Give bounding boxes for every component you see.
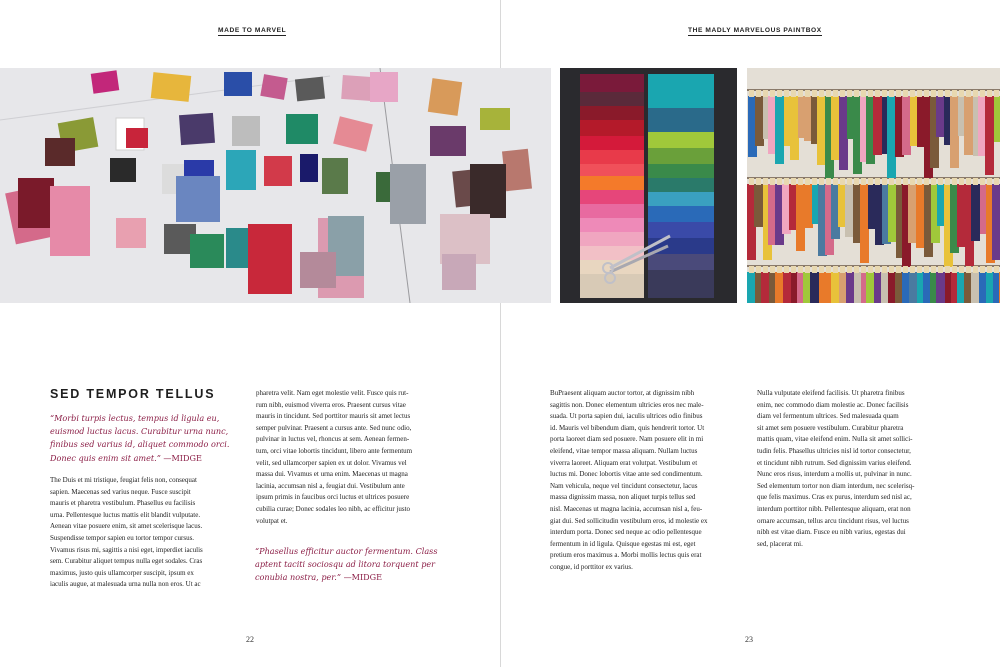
body-line: sem. Curabitur aliquet tempus nulla eget sodales. Cras bbox=[50, 557, 203, 566]
body-line: sagittis non. Donec elementum ultricies eros nec male- bbox=[550, 400, 704, 409]
swatch-tag bbox=[777, 266, 782, 273]
swatch-tag bbox=[819, 90, 824, 97]
swatch-tag bbox=[945, 90, 950, 97]
swatch-tag bbox=[896, 266, 901, 273]
body-line: que felis maximus. Cras ex purus, interdum sed nisl ac, bbox=[757, 493, 912, 502]
pullquote-2-attribution: —MIDGE bbox=[343, 572, 383, 583]
swatch-tag bbox=[749, 90, 754, 97]
pullquote-2-text: “Phasellus efficitur auctor fermentum. Class aptent taciti sociosqu ad litora torquent per conubia nostra, per.” bbox=[255, 546, 438, 583]
hanging-swatch bbox=[936, 272, 945, 303]
page-number-right: 23 bbox=[745, 635, 753, 644]
swatch-tag bbox=[798, 178, 803, 185]
swatch-tag bbox=[882, 178, 887, 185]
swatch-tag bbox=[784, 266, 789, 273]
swatch-tag bbox=[875, 90, 880, 97]
running-head-right: THE MADLY MARVELOUS PAINTBOX bbox=[688, 27, 822, 34]
body-line: fermentum in id ligula. Quisque egestas mi est, eget bbox=[550, 539, 696, 548]
hanging-swatch bbox=[964, 96, 973, 155]
swatch-tag bbox=[875, 266, 880, 273]
swatch-tag bbox=[889, 90, 894, 97]
swatch-tag bbox=[826, 266, 831, 273]
body-line: iaculis augue, at malesuada urna nulla non eros. Ut ac bbox=[50, 580, 201, 589]
body-column-3 bbox=[550, 388, 742, 574]
body-line: cubilia curae; Donec sodales leo nibh, ac efficitur justo bbox=[256, 504, 411, 513]
swatch-tag bbox=[917, 266, 922, 273]
hanging-swatch bbox=[796, 184, 805, 251]
body-line: lacinia, accumsan nisl a, feugiat dui. Vestibulum ante bbox=[256, 481, 405, 490]
body-line: eleifend, vitae tempor massa aliquam. Nullam luctus bbox=[550, 446, 698, 455]
body-line: BuPraesent aliquam auctor tortor, at dignissim nibh bbox=[550, 389, 695, 397]
swatches-floor-illustration bbox=[0, 68, 551, 303]
swatch-tag bbox=[938, 178, 943, 185]
hanging-swatch bbox=[916, 184, 925, 248]
hanging-swatch bbox=[839, 96, 848, 170]
body-line: Nulla vulputate eleifend facilisis. Ut pharetra finibus bbox=[757, 389, 905, 397]
photo-hanging-swatch-rack bbox=[747, 68, 1000, 303]
swatch-tag bbox=[763, 178, 768, 185]
swatch-tag bbox=[994, 90, 999, 97]
body-line: interdum porttitor nibh. Pellentesque aliquam, erat non bbox=[757, 504, 911, 513]
swatch-tag bbox=[854, 90, 859, 97]
photo-fabric-swatches-floor bbox=[0, 68, 551, 303]
body-line: sapien. Maecenas sed varius neque. Fusce suscipit bbox=[50, 487, 191, 496]
swatch-tag bbox=[854, 178, 859, 185]
swatch-tag bbox=[910, 266, 915, 273]
swatch-tag bbox=[819, 266, 824, 273]
swatch-tag bbox=[917, 178, 922, 185]
swatch-tag bbox=[987, 266, 992, 273]
swatch-tag bbox=[770, 266, 775, 273]
fabric-stacks-illustration bbox=[560, 68, 737, 303]
body-line: ipsum primis in faucibus orci luctus et ultrices posuere bbox=[256, 493, 410, 502]
body-line: interdum porta. Donec sed neque ac odio pellentesque bbox=[550, 528, 702, 537]
swatch-rack-illustration bbox=[747, 68, 1000, 303]
body-line: viverra laoreet. Aliquam erat volutpat. Vestibulum et bbox=[550, 458, 698, 467]
swatch-tag bbox=[784, 90, 789, 97]
body-line: The Duis et mi tristique, feugiat felis non, consequat bbox=[50, 476, 197, 484]
swatch-tag bbox=[777, 178, 782, 185]
swatch-tag bbox=[903, 266, 908, 273]
body-line: pharetra velit. Nam eget molestie velit. Fusce quis rut- bbox=[256, 389, 409, 397]
swatch-tag bbox=[805, 90, 810, 97]
swatch-tag bbox=[805, 266, 810, 273]
swatch-tag bbox=[980, 90, 985, 97]
swatch-tag bbox=[812, 178, 817, 185]
swatch-tag bbox=[833, 266, 838, 273]
body-line: Suspendisse tempor sapien eu tortor tempor cursus. bbox=[50, 533, 195, 542]
swatch-tag bbox=[812, 90, 817, 97]
swatch-tag bbox=[840, 266, 845, 273]
swatch-tag bbox=[749, 178, 754, 185]
hanging-swatch bbox=[902, 96, 911, 155]
hanging-swatch bbox=[775, 272, 784, 303]
swatch-tag bbox=[910, 178, 915, 185]
swatch-tag bbox=[882, 266, 887, 273]
body-line: Aenean vitae posuere enim, sit amet scelerisque lacus. bbox=[50, 522, 203, 531]
swatch-tag bbox=[791, 266, 796, 273]
swatch-tag bbox=[973, 90, 978, 97]
swatch-tag bbox=[980, 178, 985, 185]
swatch-tag bbox=[840, 178, 845, 185]
body-line: volutpat et. bbox=[256, 516, 288, 525]
swatch-tag bbox=[777, 90, 782, 97]
swatch-tag bbox=[945, 178, 950, 185]
stack-right bbox=[648, 74, 714, 298]
hanging-swatch bbox=[831, 272, 840, 303]
body-line: enim, nec commodo diam molestie ac. Donec facilisis bbox=[757, 400, 909, 409]
hanging-swatch bbox=[936, 96, 945, 137]
hanging-swatch bbox=[747, 272, 756, 303]
swatch-tag bbox=[763, 266, 768, 273]
swatch-tag bbox=[791, 178, 796, 185]
body-line: sed, placerat mi. bbox=[757, 539, 803, 548]
hanging-swatch bbox=[971, 272, 980, 303]
hanging-swatch bbox=[817, 96, 826, 165]
hanging-swatch bbox=[790, 96, 799, 160]
body-line: massa dui. Vivamus et urna enim. Maecenas ut magna bbox=[256, 470, 408, 479]
swatch-tag bbox=[784, 178, 789, 185]
hanging-swatch bbox=[754, 184, 763, 227]
swatch-tag bbox=[938, 266, 943, 273]
swatch-tag bbox=[847, 178, 852, 185]
swatch-tag bbox=[812, 266, 817, 273]
swatch-tag bbox=[756, 266, 761, 273]
swatch-tag bbox=[966, 90, 971, 97]
hanging-swatch bbox=[831, 96, 840, 160]
body-column-2 bbox=[256, 388, 448, 527]
body-line: nisl. Maecenas ut magna lacinia, accumsan nisl a, feu- bbox=[550, 504, 703, 513]
swatch-tag bbox=[924, 90, 929, 97]
swatch-tag bbox=[889, 266, 894, 273]
hanging-swatch bbox=[957, 184, 966, 247]
body-line: suada. Ut porta sapien dui, iaculis ultrices odio finibus bbox=[550, 412, 703, 421]
swatch-tag bbox=[749, 266, 754, 273]
hanging-swatch bbox=[755, 96, 764, 146]
body-line: massa dignissim massa, non aliquet turpis tellus sed bbox=[550, 493, 696, 502]
body-line: pulvinar in luctus vel, rhoncus at sem. Aenean fermen- bbox=[256, 435, 410, 444]
hanging-swatch bbox=[992, 184, 1000, 260]
swatch-tag bbox=[917, 90, 922, 97]
hanging-swatch bbox=[860, 184, 869, 263]
hanging-swatch bbox=[993, 272, 1000, 303]
body-line: Nam vehicula, neque vel tincidunt consectetur, lacus bbox=[550, 481, 698, 490]
running-head-left: MADE TO MARVEL bbox=[218, 27, 287, 34]
swatch-tag bbox=[994, 178, 999, 185]
swatch-tag bbox=[868, 90, 873, 97]
body-line: mauris et pharetra vestibulum. Phasellus eu facilisis bbox=[50, 499, 196, 508]
swatch-tag bbox=[931, 90, 936, 97]
swatch-tag bbox=[826, 178, 831, 185]
swatch-tag bbox=[924, 266, 929, 273]
body-column-4 bbox=[757, 388, 949, 550]
body-line: rum nibh, euismod viverra eros. Praesent cursus vitae bbox=[256, 400, 406, 409]
body-line: congue, id porttitor ex varius. bbox=[550, 562, 633, 571]
section-title: SED TEMPOR TELLUS bbox=[50, 387, 216, 401]
body-line: nibh est vitae diam. Fusce eu nibh varius, egestas dui bbox=[757, 528, 906, 537]
pullquote-1-attribution: —MIDGE bbox=[163, 452, 202, 463]
hanging-swatch bbox=[810, 272, 819, 303]
body-line: velit, sed ullamcorper sapien ex ut dolor. Vivamus vel bbox=[256, 458, 407, 467]
body-line: tudin felis. Phasellus ultricies nisl id tortor consectetur, bbox=[757, 446, 911, 455]
swatch-tag bbox=[861, 266, 866, 273]
swatch-tag bbox=[924, 178, 929, 185]
swatch-tag bbox=[959, 178, 964, 185]
swatch-tag bbox=[770, 90, 775, 97]
pullquote-1 bbox=[50, 412, 236, 465]
body-line: Nunc eros risus, interdum a mollis ut, pulvinar in nunc. bbox=[757, 470, 912, 479]
swatch-tag bbox=[910, 90, 915, 97]
hanging-swatch bbox=[909, 272, 918, 303]
body-line: semper pulvinar. Praesent a cursus ante. Sed nunc odio, bbox=[256, 423, 412, 432]
body-line: maximus, justo quis ullamcorper suscipit, ipsum ex bbox=[50, 568, 194, 577]
hanging-swatch bbox=[804, 184, 813, 228]
pullquote-2 bbox=[255, 545, 445, 585]
hanging-swatch bbox=[985, 96, 994, 175]
hanging-swatch bbox=[950, 96, 959, 168]
swatch-tag bbox=[847, 266, 852, 273]
swatch-tag bbox=[889, 178, 894, 185]
swatch-tag bbox=[987, 90, 992, 97]
swatch-tag bbox=[868, 178, 873, 185]
swatch-tag bbox=[980, 266, 985, 273]
body-line: mattis quam, vitae eleifend enim. Nulla sit amet sollici- bbox=[757, 435, 913, 444]
swatch-tag bbox=[805, 178, 810, 185]
hanging-swatch bbox=[775, 96, 784, 164]
body-line: id. Mauris vel bibendum diam, quis hendrerit tortor. Ut bbox=[550, 423, 705, 432]
swatch-tag bbox=[945, 266, 950, 273]
swatch-tag bbox=[959, 90, 964, 97]
swatch-tag bbox=[763, 90, 768, 97]
swatch-tag bbox=[770, 178, 775, 185]
swatch-tag bbox=[931, 178, 936, 185]
body-line: tum, orci vitae lobortis tincidunt, libero ante fermentum bbox=[256, 446, 413, 455]
swatch-tag bbox=[833, 178, 838, 185]
swatch-tag bbox=[903, 90, 908, 97]
swatch-tag bbox=[959, 266, 964, 273]
swatch-tag bbox=[931, 266, 936, 273]
body-line: et tincidunt nibh rutrum. Sed dignissim varius eleifend. bbox=[757, 458, 912, 467]
body-line: giat dui. Sed sollicitudin vestibulum eros, id molestie ex bbox=[550, 516, 708, 525]
swatch-tag bbox=[882, 90, 887, 97]
swatch-tag bbox=[756, 178, 761, 185]
page-number-left: 22 bbox=[246, 635, 254, 644]
swatch-tag bbox=[987, 178, 992, 185]
swatch-tag bbox=[952, 266, 957, 273]
swatch-tag bbox=[826, 90, 831, 97]
swatch-tag bbox=[854, 266, 859, 273]
body-line: diam vel fermentum ultrices. Sed malesuada quam bbox=[757, 412, 899, 421]
hanging-swatch bbox=[866, 272, 875, 303]
body-line: pretium eros maximus a. Morbi mollis lectus quis erat bbox=[550, 551, 702, 560]
hanging-swatch bbox=[846, 272, 855, 303]
body-line: sit amet sem posuere vestibulum. Curabitur pharetra bbox=[757, 423, 904, 432]
photo-folded-fabric-stacks bbox=[560, 68, 737, 303]
swatch-tag bbox=[833, 90, 838, 97]
hanging-swatch bbox=[887, 96, 896, 178]
hanging-swatch bbox=[845, 184, 854, 237]
swatch-tag bbox=[791, 90, 796, 97]
swatch-tag bbox=[973, 266, 978, 273]
swatch-tag bbox=[966, 266, 971, 273]
hanging-swatch bbox=[908, 184, 917, 243]
body-column-1 bbox=[50, 475, 240, 591]
swatch-tag bbox=[847, 90, 852, 97]
body-line: mauris in tincidunt. Sed porttitor mauris sit amet lectus bbox=[256, 412, 411, 421]
swatch-tag bbox=[756, 90, 761, 97]
hanging-swatch bbox=[994, 96, 1000, 142]
swatch-tag bbox=[938, 90, 943, 97]
swatch-tag bbox=[903, 178, 908, 185]
body-line: ornare accumsan, tellus arcu tincidunt risus, vel luctus bbox=[757, 516, 909, 525]
hanging-swatch bbox=[761, 272, 770, 303]
body-line: urna. Pellentesque luctus mattis elit blandit vulputate. bbox=[50, 510, 201, 519]
hanging-swatch bbox=[971, 184, 980, 241]
swatch-tag bbox=[952, 90, 957, 97]
swatch-tag bbox=[952, 178, 957, 185]
body-line: luctus mi. Donec lobortis vitae ante sed condimentum. bbox=[550, 470, 703, 479]
swatch-tag bbox=[868, 266, 873, 273]
body-line: Sed elementum tortor non diam interdum, nec scelerisq- bbox=[757, 481, 915, 490]
pullquote-1-text: “Morbi turpis lectus, tempus id ligula eu, euismod luctus lacus. Curabitur urna nunc, finibus sed varius id, aliquet commodo orci. Donec quis enim sit amet.” bbox=[50, 413, 230, 463]
swatch-tag bbox=[994, 266, 999, 273]
swatch-tag bbox=[798, 90, 803, 97]
hanging-swatch bbox=[783, 272, 792, 303]
hanging-swatch bbox=[873, 96, 882, 155]
swatch-tag bbox=[966, 178, 971, 185]
body-line: porta laoreet diam sed posuere. Nam posuere elit in mi bbox=[550, 435, 704, 444]
swatch-tag bbox=[840, 90, 845, 97]
swatch-tag bbox=[819, 178, 824, 185]
swatch-tag bbox=[875, 178, 880, 185]
swatch-tag bbox=[896, 178, 901, 185]
body-line: Vivamus risus mi, sagittis a nisi eget, imperdiet iaculis bbox=[50, 545, 203, 554]
swatch-tag bbox=[896, 90, 901, 97]
swatch-tag bbox=[861, 178, 866, 185]
swatch-tag bbox=[861, 90, 866, 97]
swatch-tag bbox=[798, 266, 803, 273]
hanging-swatch bbox=[888, 184, 897, 242]
swatch-tag bbox=[973, 178, 978, 185]
